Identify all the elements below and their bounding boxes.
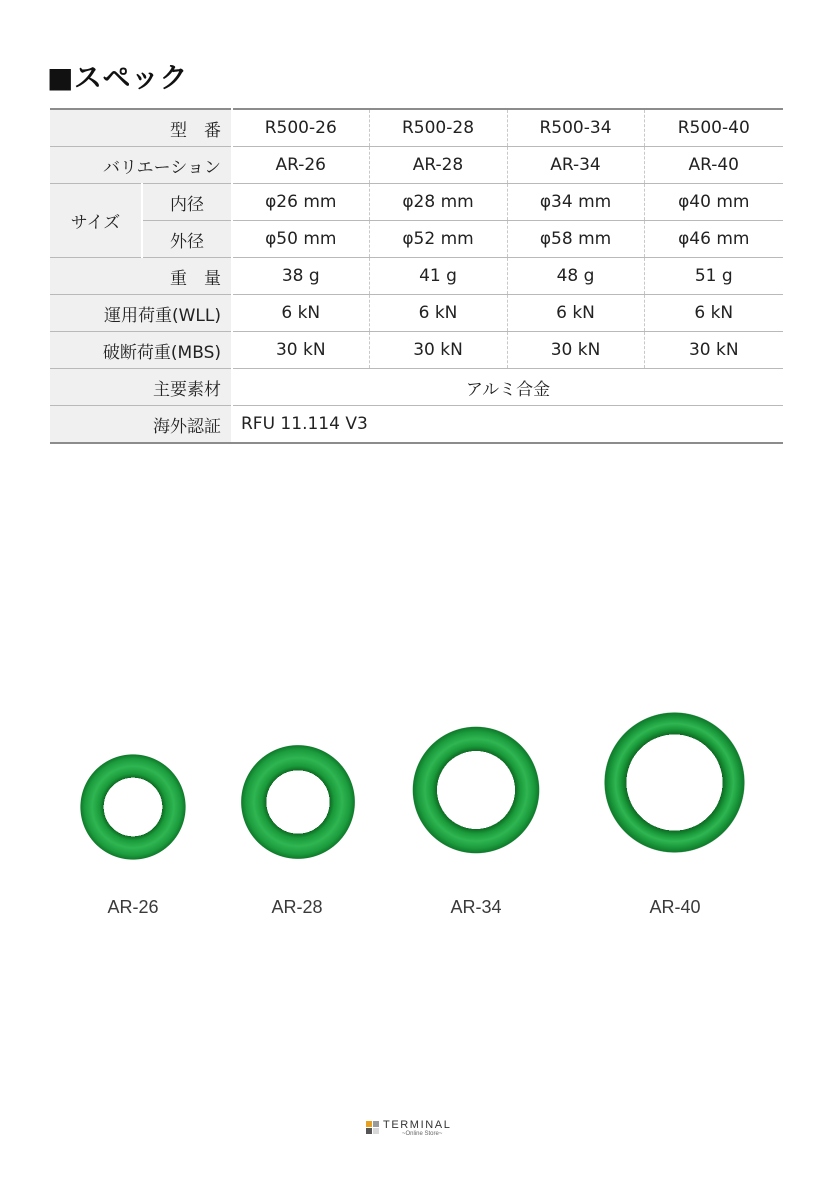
terminal-logo-squares-icon <box>366 1121 380 1135</box>
row-group-label-size: サイズ <box>50 184 142 258</box>
table-row-inner <box>50 184 783 221</box>
ring-image-ar26 <box>59 733 207 881</box>
ring-image-ar40 <box>576 684 773 881</box>
table-row-certification <box>50 406 783 444</box>
variation-cell: AR-34 <box>507 147 644 184</box>
row-label-model: 型 番 <box>50 109 232 147</box>
ring-label-ar34: AR-34 <box>450 897 502 917</box>
row-label-mbs: 破断荷重(MBS) <box>50 332 232 369</box>
variation-cell: AR-40 <box>644 147 783 184</box>
weight-cell: 41 g <box>369 258 507 295</box>
ring-label-ar28: AR-28 <box>271 897 323 917</box>
inner-cell: φ34 mm <box>507 184 644 221</box>
weight-cell: 38 g <box>232 258 369 295</box>
inner-cell: φ40 mm <box>644 184 783 221</box>
ring-label-ar40: AR-40 <box>649 897 701 917</box>
row-label-weight: 重 量 <box>50 258 232 295</box>
table-row-weight <box>50 258 783 295</box>
model-cell: R500-34 <box>507 109 644 147</box>
spec-table <box>50 108 783 444</box>
row-label-certification: 海外認証 <box>50 406 232 444</box>
certification-cell: RFU 11.114 V3 <box>232 406 783 444</box>
mbs-cell: 30 kN <box>507 332 644 369</box>
material-cell: アルミ合金 <box>232 369 783 406</box>
wll-cell: 6 kN <box>369 295 507 332</box>
mbs-cell: 30 kN <box>644 332 783 369</box>
mbs-cell: 30 kN <box>232 332 369 369</box>
model-cell: R500-40 <box>644 109 783 147</box>
ring-image-ar34 <box>387 701 565 879</box>
inner-cell: φ28 mm <box>369 184 507 221</box>
table-row-material <box>50 369 783 406</box>
outer-cell: φ46 mm <box>644 221 783 258</box>
logo-name: TERMINAL <box>383 1119 452 1131</box>
variation-cell: AR-28 <box>369 147 507 184</box>
row-label-material: 主要素材 <box>50 369 232 406</box>
outer-cell: φ50 mm <box>232 221 369 258</box>
ring-image-ar28 <box>218 722 378 882</box>
row-label-variation: バリエーション <box>50 147 232 184</box>
table-row-wll <box>50 295 783 332</box>
table-row-outer <box>50 221 783 258</box>
row-label-inner: 内径 <box>142 184 232 221</box>
variation-cell: AR-26 <box>232 147 369 184</box>
mbs-cell: 30 kN <box>369 332 507 369</box>
model-cell: R500-26 <box>232 109 369 147</box>
wll-cell: 6 kN <box>232 295 369 332</box>
model-cell: R500-28 <box>369 109 507 147</box>
table-row-variation <box>50 147 783 184</box>
table-row-mbs <box>50 332 783 369</box>
logo-subtitle: ~Online Store~ <box>402 1131 443 1137</box>
page-heading: ■スペック <box>47 61 188 94</box>
inner-cell: φ26 mm <box>232 184 369 221</box>
wll-cell: 6 kN <box>644 295 783 332</box>
weight-cell: 48 g <box>507 258 644 295</box>
row-label-outer: 外径 <box>142 221 232 258</box>
outer-cell: φ58 mm <box>507 221 644 258</box>
table-row-model <box>50 109 783 147</box>
terminal-logo <box>366 1119 476 1141</box>
ring-label-ar26: AR-26 <box>107 897 159 917</box>
weight-cell: 51 g <box>644 258 783 295</box>
wll-cell: 6 kN <box>507 295 644 332</box>
row-label-wll: 運用荷重(WLL) <box>50 295 232 332</box>
outer-cell: φ52 mm <box>369 221 507 258</box>
